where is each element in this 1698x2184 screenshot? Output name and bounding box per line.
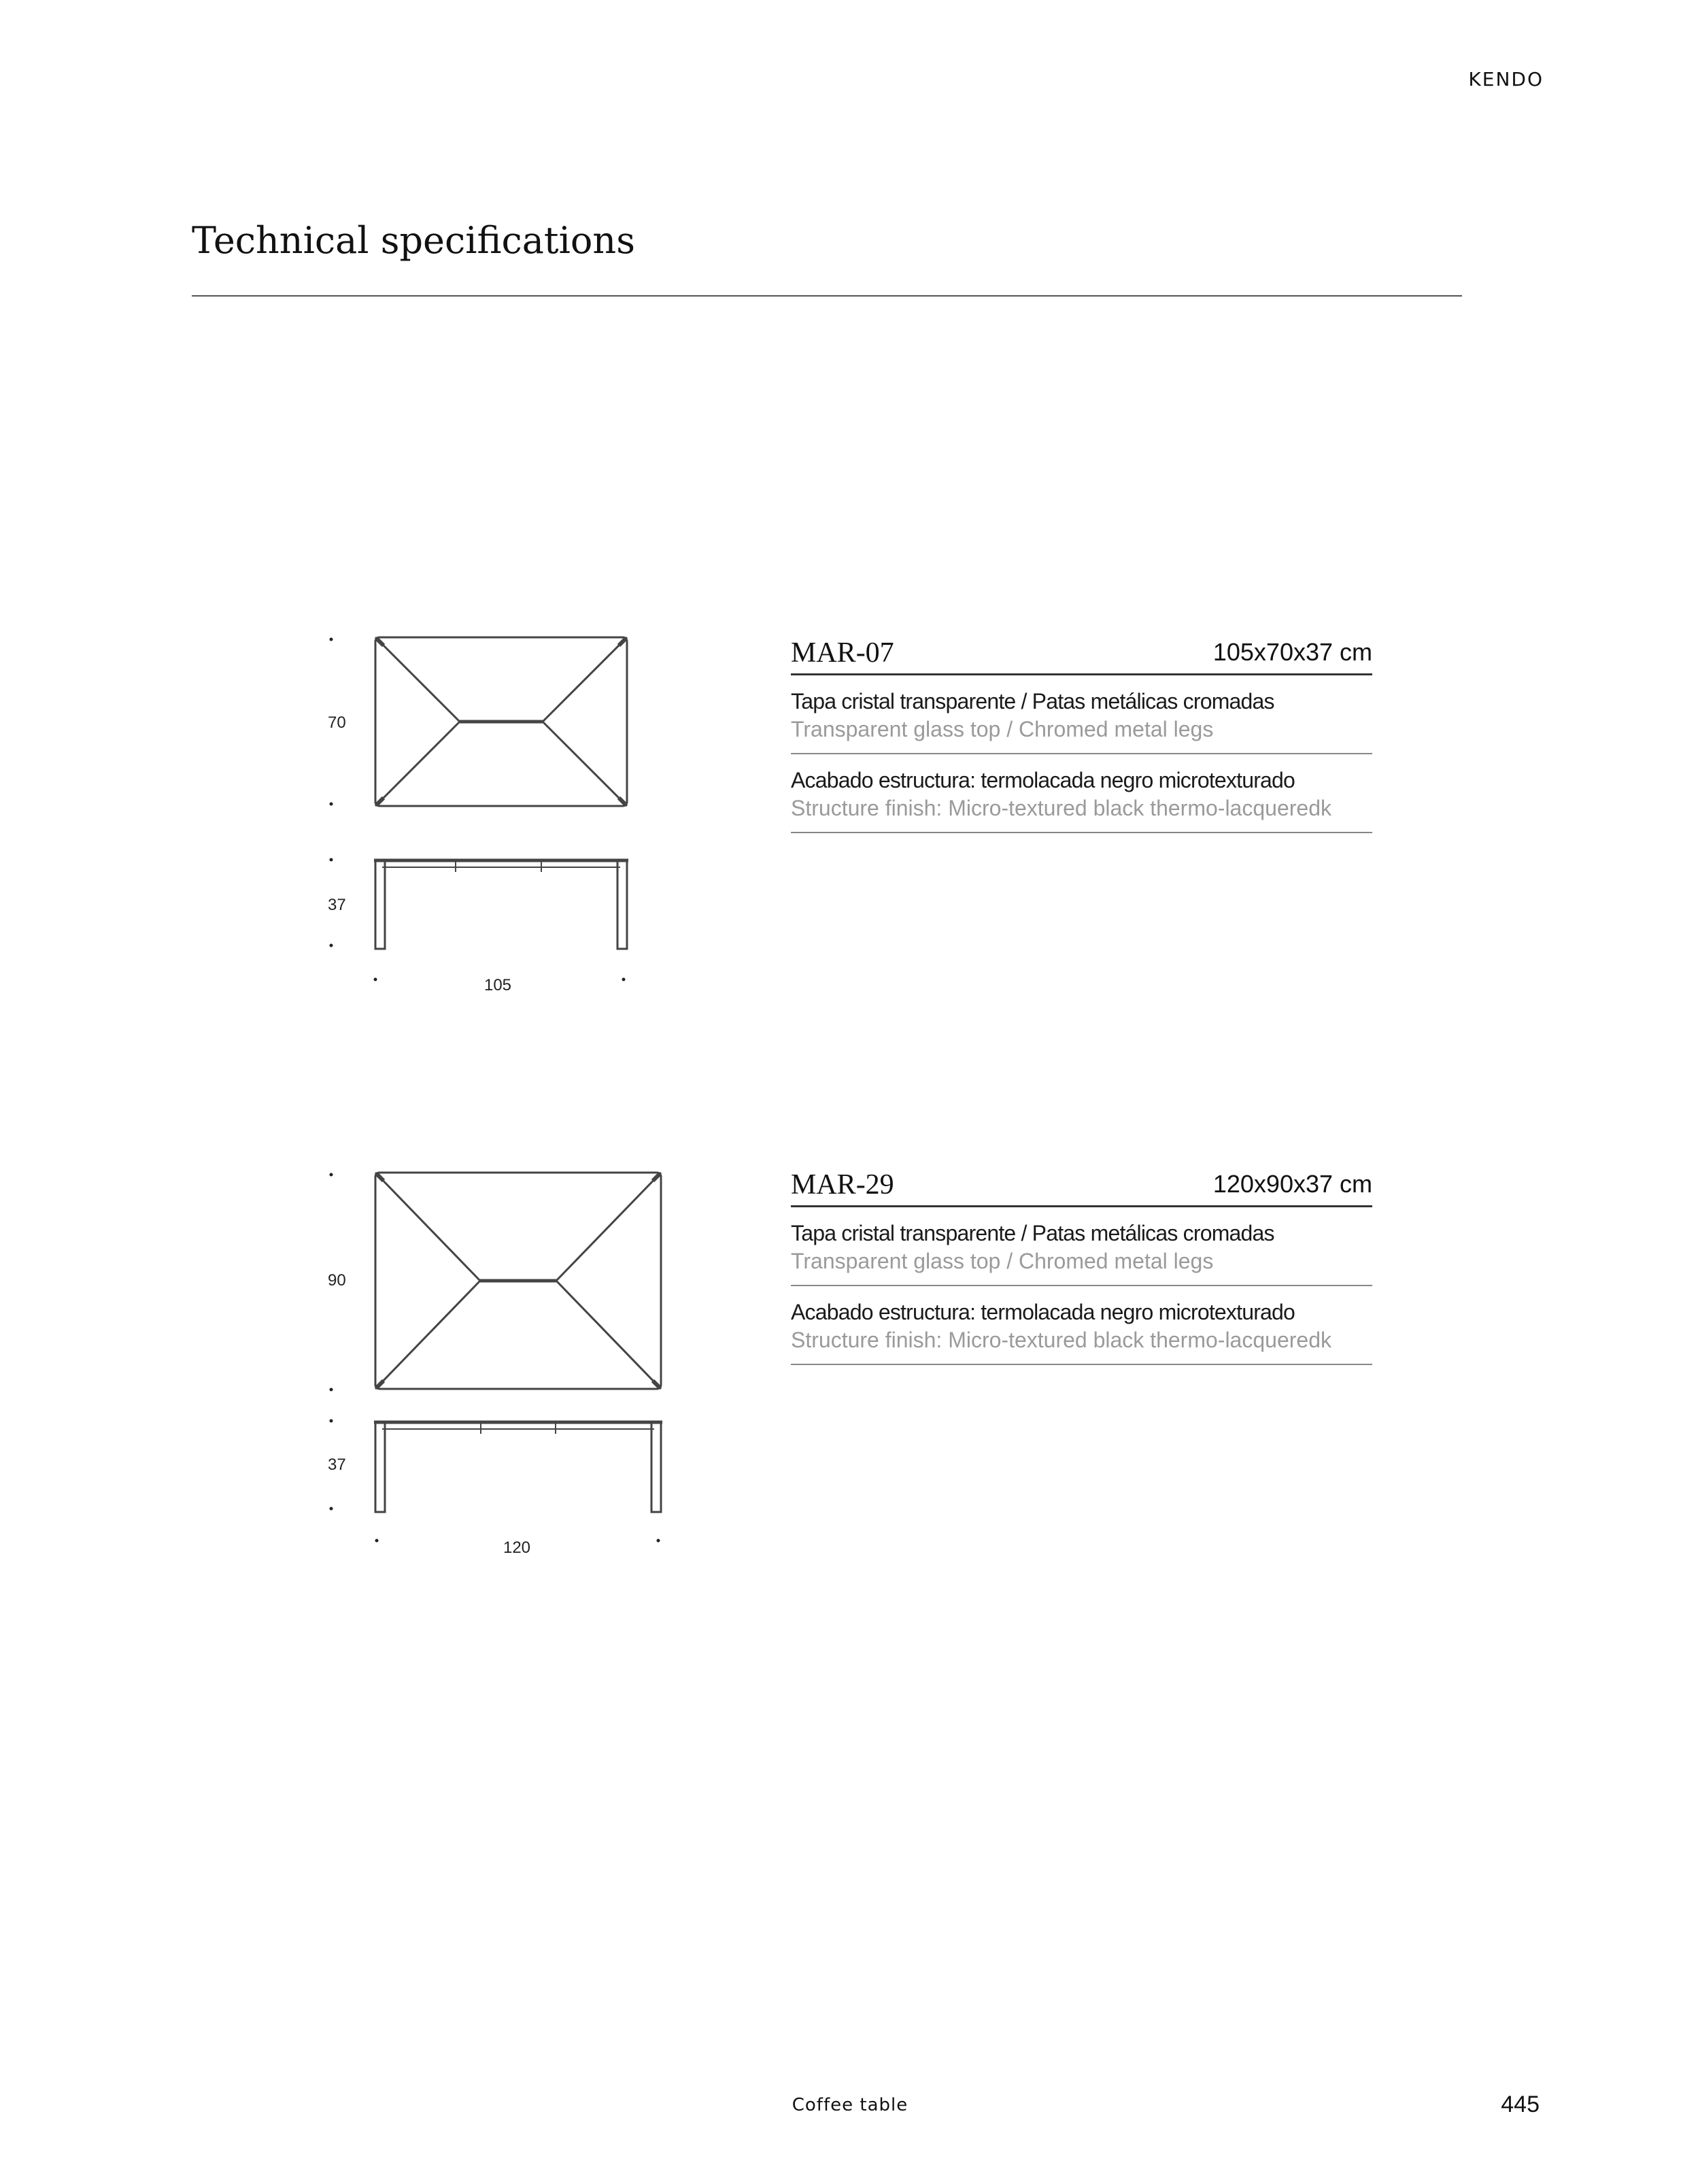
mar-07-top-leg-line	[375, 722, 460, 806]
mar-29-model-code: MAR-29	[791, 1169, 894, 1200]
mar-07-corner-foot	[377, 798, 384, 805]
mar-29-spec-finish-es: Acabado estructura: termolacada negro microtexturado	[791, 1300, 1295, 1324]
mar-07-spec-finish-en: Structure finish: Micro-textured black thermo-lacqueredk	[791, 796, 1331, 820]
mar-29-dimensions: 120x90x37 cm	[1212, 1170, 1372, 1198]
mar-29-spec-row-material	[791, 1207, 1372, 1286]
mar-29-drawing	[320, 1166, 680, 1561]
mar-29-front-leg-right	[651, 1422, 661, 1512]
mar-29-front-leg-left	[375, 1422, 385, 1512]
mar-07-dimension-ticks	[330, 638, 626, 981]
mar-07-front-leg-left	[375, 860, 385, 949]
mar-29-corner-foot	[377, 1174, 384, 1181]
mar-07-dimensions: 105x70x37 cm	[1212, 638, 1372, 666]
mar-29-top-view	[375, 1173, 661, 1389]
page-number: 445	[1501, 2091, 1540, 2117]
mar-29-top-leg-line	[556, 1173, 661, 1281]
mar-29-drawing-svg	[320, 1166, 680, 1561]
mar-29-height-label: 37	[328, 1456, 346, 1474]
mar-07-height-label: 37	[328, 896, 346, 914]
brand-logo: KENDO	[1468, 68, 1544, 90]
mar-07-corner-foot	[619, 798, 626, 805]
mar-07-front-leg-right	[617, 860, 627, 949]
mar-29-top-leg-line	[375, 1173, 480, 1281]
mar-29-corner-foot	[653, 1381, 660, 1388]
mar-29-corner-foot	[377, 1381, 384, 1388]
mar-29-dimension-ticks	[330, 1173, 660, 1543]
mar-07-drawing	[320, 633, 646, 1007]
mar-29-top-leg-line	[556, 1281, 661, 1389]
mar-07-top-leg-line	[543, 722, 627, 806]
footer-section-label: Coffee table	[792, 2095, 909, 2115]
mar-29-depth-label: 90	[328, 1271, 346, 1290]
mar-07-top-view	[375, 637, 627, 806]
mar-07-model-code: MAR-07	[791, 637, 894, 669]
mar-29-spec-finish-en: Structure finish: Micro-textured black thermo-lacqueredk	[791, 1328, 1331, 1352]
mar-29-corner-foot	[653, 1174, 660, 1181]
mar-07-corner-foot	[619, 639, 626, 645]
mar-07-spec-finish-es: Acabado estructura: termolacada negro microtexturado	[791, 768, 1295, 792]
mar-07-corner-foot	[377, 639, 384, 645]
mar-29-spec-material-es: Tapa cristal transparente / Patas metálicas cromadas	[791, 1221, 1274, 1245]
mar-07-spec-material-en: Transparent glass top / Chromed metal legs	[791, 717, 1214, 741]
mar-07-spec-block	[791, 633, 1372, 833]
mar-07-spec-row-finish	[791, 754, 1372, 833]
mar-29-spec-header	[791, 1164, 1372, 1207]
mar-07-width-label: 105	[483, 976, 512, 994]
mar-29-top-leg-line	[375, 1281, 480, 1389]
mar-07-depth-label: 70	[328, 713, 346, 732]
mar-07-drawing-svg	[320, 633, 646, 1007]
mar-07-spec-row-material	[791, 675, 1372, 754]
mar-29-spec-material-en: Transparent glass top / Chromed metal legs	[791, 1249, 1214, 1273]
mar-07-top-leg-line	[375, 637, 460, 722]
mar-29-spec-block	[791, 1164, 1372, 1365]
mar-29-width-label: 120	[503, 1539, 531, 1557]
page-title: Technical specifications	[192, 219, 635, 262]
mar-07-spec-material-es: Tapa cristal transparente / Patas metálicas cromadas	[791, 689, 1274, 713]
mar-07-front-view	[374, 860, 628, 949]
title-divider	[192, 295, 1462, 297]
mar-29-front-view	[374, 1422, 662, 1512]
mar-29-spec-row-finish	[791, 1286, 1372, 1365]
mar-07-spec-header	[791, 633, 1372, 675]
mar-07-top-leg-line	[543, 637, 627, 722]
